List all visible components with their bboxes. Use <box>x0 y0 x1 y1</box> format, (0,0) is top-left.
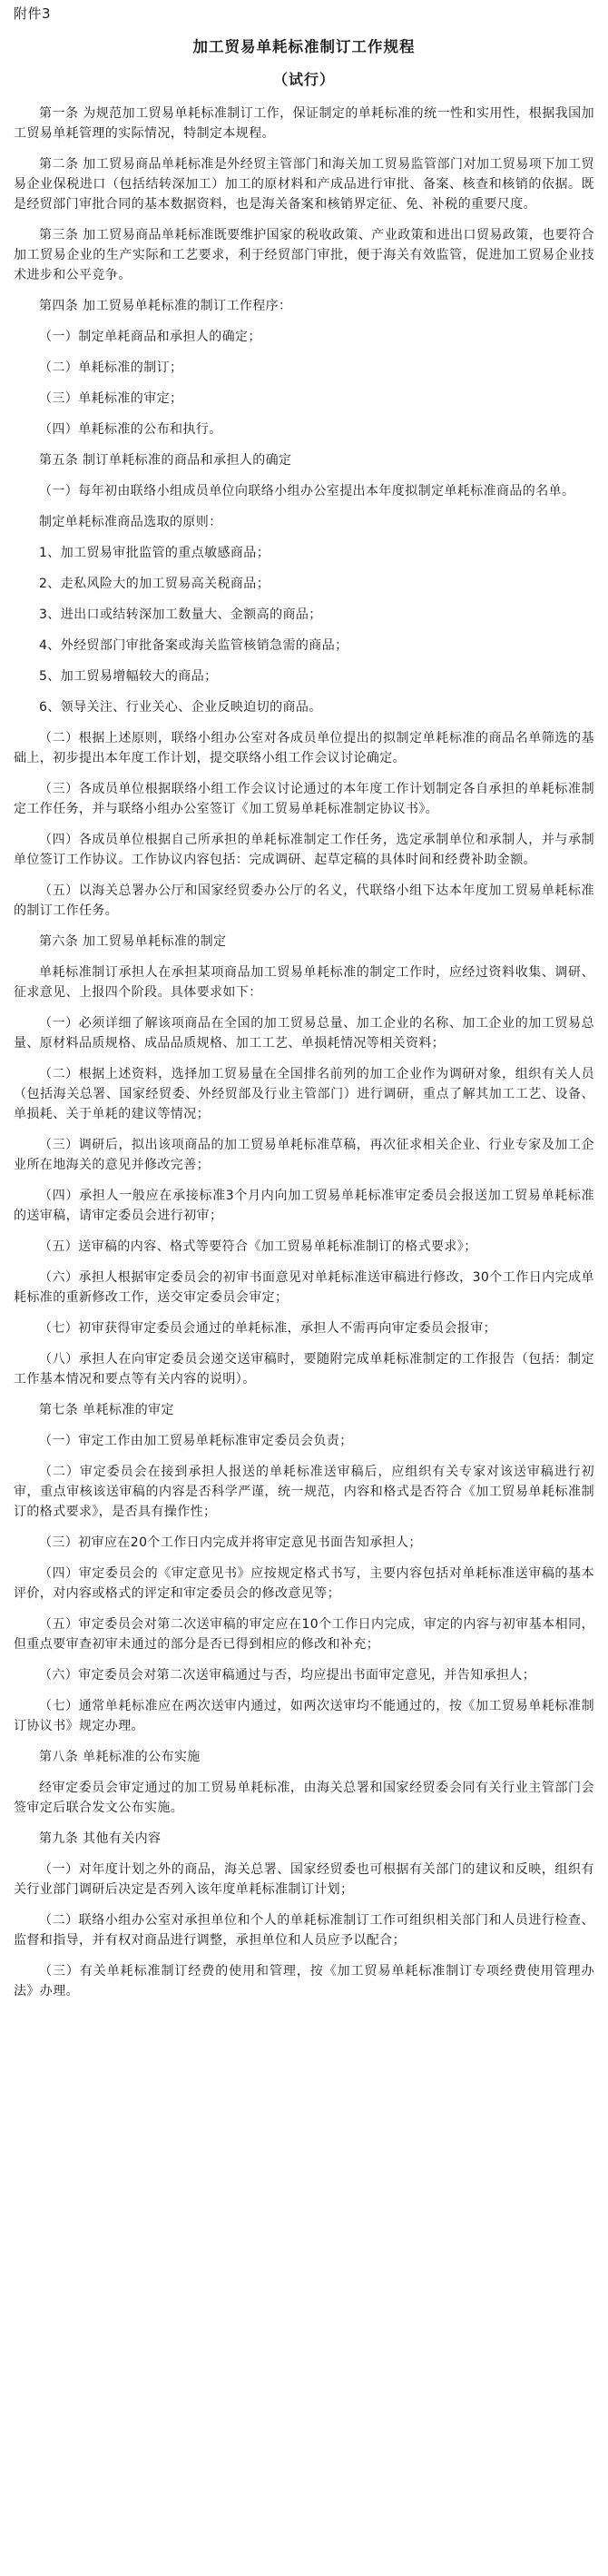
paragraph: 4、外经贸部门审批备案或海关监管核销急需的商品； <box>39 638 348 653</box>
paragraph: （三）单耗标准的审定； <box>39 391 183 406</box>
paragraph: （二）根据上述资料，选择加工贸易量在全国排名前列的加工企业作为调研对象，组织有关人员（包括海关总署、国家经贸委、外经贸部及行业主管部门）进行调研，重点了解其加工工艺、设备、单损耗、关于单耗的建议等情况； <box>14 1067 594 1121</box>
paragraph: （四）各成员单位根据自己所承担的单耗标准制定工作任务，选定承制单位和承制人，并与承制单位签订工作协议。工作协议内容包括：完成调研、起草定稿的具体时间和经费补助金额。 <box>14 833 594 867</box>
paragraph: （一）对年度计划之外的商品，海关总署、国家经贸委也可根据有关部门的建议和反映，组织有关行业部门调研后决定是否列入该年度单耗标准制订计划； <box>14 1862 594 1897</box>
attachment-label: 附件3 <box>14 5 52 22</box>
paragraph: （八）承担人在向审定委员会递交送审稿时，要随附完成单耗标准制定的工作报告（包括：制定工作基本情况和要点等有关内容的说明）。 <box>14 1352 594 1387</box>
paragraph: （一）审定工作由加工贸易单耗标准审定委员会负责； <box>39 1434 353 1448</box>
paragraph: 第二条 加工贸易商品单耗标准是外经贸主管部门和海关加工贸易监管部门对加工贸易项下加工贸易企业保税进口（包括结转深加工）加工的原材料和产成品进行审批、备案、核查和核销的依据。既是经贸部门审批合同的基本数据资料，也是海关备案和核销界定征、免、补税的重要尺度。 <box>14 157 594 212</box>
paragraph: （六）审定委员会对第二次送审稿通过与否，均应提出书面审定意见，并告知承担人； <box>39 1668 536 1683</box>
paragraph: 第九条 其他有关内容 <box>39 1831 162 1846</box>
paragraph: （二）联络小组办公室对承担单位和个人的单耗标准制订工作可组织相关部门和人员进行检查、监督和指导，并有权对商品进行调整，承担单位和人员应予以配合； <box>14 1913 594 1948</box>
paragraph: 6、领导关注、行业关心、企业反映迫切的商品。 <box>39 700 322 715</box>
paragraph: （一）制定单耗商品和承担人的确定； <box>39 330 261 344</box>
paragraph: 2、走私风险大的加工贸易高关税商品； <box>39 577 270 591</box>
paragraph: 第七条 单耗标准的审定 <box>39 1403 174 1417</box>
paragraph: （四）审定委员会的《审定意见书》应按规定格式书写，主要内容包括对单耗标准送审稿的基本评价，对内容或格式的评定和审定委员会的修改意见等； <box>14 1566 594 1601</box>
paragraph: 5、加工贸易增幅较大的商品； <box>39 669 218 684</box>
paragraph: 1、加工贸易审批监管的重点敏感商品； <box>39 546 270 560</box>
paragraph: 经审定委员会审定通过的加工贸易单耗标准，由海关总署和国家经贸委会同有关行业主管部门会签审定后联合发文公布实施。 <box>14 1781 594 1815</box>
paragraph: 第六条 加工贸易单耗标准的制定 <box>39 934 227 949</box>
paragraph: 制定单耗标准商品选取的原则： <box>39 515 222 529</box>
paragraph: （四）承担人一般应在承接标准3个月内向加工贸易单耗标准审定委员会报送加工贸易单耗标准的送审稿，请审定委员会进行初审； <box>14 1189 594 1223</box>
paragraph: 第五条 制订单耗标准的商品和承担人的确定 <box>39 453 292 468</box>
document-title: 加工贸易单耗标准制订工作规程 <box>192 38 416 55</box>
paragraph: （七）初审获得审定委员会通过的单耗标准，承担人不需再向审定委员会报审； <box>39 1321 496 1336</box>
paragraph: （五）以海关总署办公厅和国家经贸委办公厅的名义，代联络小组下达本年度加工贸易单耗标准的制订工作任务。 <box>14 883 594 918</box>
paragraph: 第三条 加工贸易商品单耗标准既要维护国家的税收政策、产业政策和进出口贸易政策，也要符合加工贸易企业的生产实际和工艺要求，利于经贸部门审批，便于海关有效监管，促进加工贸易企业技术进步和公平竞争。 <box>14 228 594 282</box>
paragraph: （四）单耗标准的公布和执行。 <box>39 422 222 437</box>
paragraph: 单耗标准制订承担人在承担某项商品加工贸易单耗标准的制定工作时，应经过资料收集、调研、征求意见、上报四个阶段。具体要求如下： <box>14 965 594 1000</box>
paragraph: （三）有关单耗标准制订经费的使用和管理，按《加工贸易单耗标准制订专项经费使用管理办法》办理。 <box>14 1964 594 1999</box>
paragraph: 第四条 加工贸易单耗标准的制订工作程序： <box>39 299 292 313</box>
paragraph: （二）根据上述原则，联络小组办公室对各成员单位提出的拟制定单耗标准的商品名单筛选的基础上，初步提出本年度工作计划，提交联络小组工作会议讨论确定。 <box>14 731 594 765</box>
paragraph: 第一条 为规范加工贸易单耗标准制订工作，保证制定的单耗标准的统一性和实用性，根据我国加工贸易单耗管理的实际情况，特制定本规程。 <box>14 106 594 141</box>
paragraph: 第八条 单耗标准的公布实施 <box>39 1750 201 1764</box>
document-subtitle: （试行） <box>272 71 335 88</box>
paragraph: （五）审定委员会对第二次送审稿的审定应在10个工作日内完成，审定的内容与初审基本相同，但重点要审查初审未通过的部分是否已得到相应的修改和补充； <box>14 1617 594 1652</box>
paragraph: （一）每年初由联络小组成员单位向联络小组办公室提出本年度拟制定单耗标准商品的名单。 <box>39 484 575 498</box>
paragraph: （三）调研后，拟出该项商品的加工贸易单耗标准草稿，再次征求相关企业、行业专家及加工企业所在地海关的意见并修改完善； <box>14 1138 594 1172</box>
paragraph: （五）送审稿的内容、格式等要符合《加工贸易单耗标准制订的格式要求》； <box>39 1239 477 1254</box>
paragraph: （二）单耗标准的制订； <box>39 360 183 375</box>
paragraph: （一）必须详细了解该项商品在全国的加工贸易总量、加工企业的名称、加工企业的加工贸易总量、原材料品质规格、成品品质规格、加工工艺、单损耗情况等相关资料； <box>14 1016 594 1051</box>
paragraph: （七）通常单耗标准应在两次送审内通过，如两次送审均不能通过的，按《加工贸易单耗标准制订协议书》规定办理。 <box>14 1699 594 1733</box>
document-body <box>14 104 594 2001</box>
paragraph: （六）承担人根据审定委员会的初审书面意见对单耗标准送审稿进行修改，30个工作日内完成单耗标准的重新修改工作，送交审定委员会审定； <box>14 1270 594 1305</box>
paragraph: 3、进出口或结转深加工数量大、金额高的商品； <box>39 607 322 622</box>
paragraph: （三）初审应在20个工作日内完成并将审定意见书面告知承担人； <box>39 1535 422 1550</box>
paragraph: （二）审定委员会在接到承担人报送的单耗标准送审稿后，应组织有关专家对该送审稿进行初审，重点审核该送审稿的内容是否科学严谨，统一规范，内容和格式是否符合《加工贸易单耗标准制订的格式要求》，是否具有操作性； <box>14 1465 594 1519</box>
paragraph: （三）各成员单位根据联络小组工作会议讨论通过的本年度工作计划制定各自承担的单耗标准制定工作任务，并与联络小组办公室签订《加工贸易单耗标准制定协议书》。 <box>14 782 594 816</box>
